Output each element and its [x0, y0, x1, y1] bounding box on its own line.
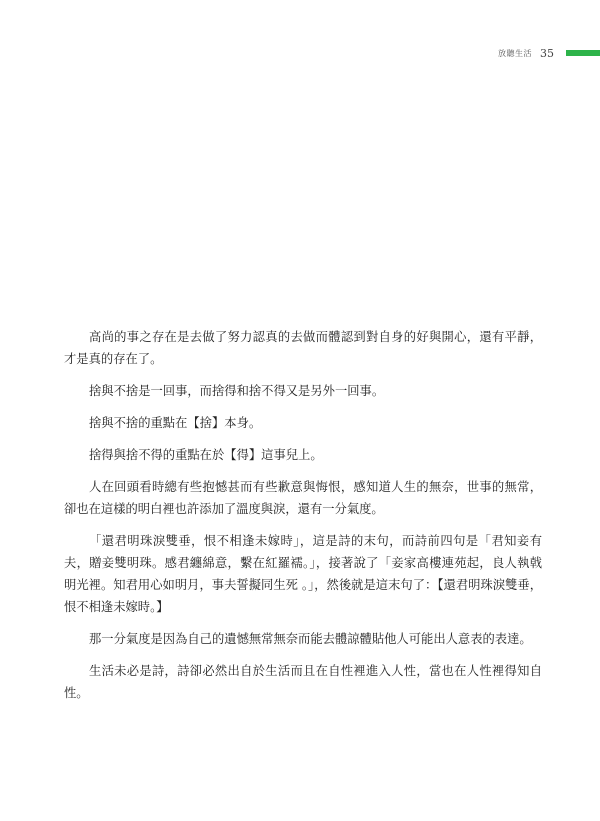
- page-header: [498, 46, 600, 60]
- paragraph: 高尚的事之存在是去做了努力認真的去做而體認到對自身的好與開心，還有平靜，才是真的存在了。: [64, 330, 542, 366]
- paragraph: 捨與不捨的重點在【捨】本身。: [89, 416, 262, 430]
- paragraph: 捨與不捨是一回事，而捨得和捨不得又是另外一回事。: [89, 384, 385, 398]
- paragraph: 那一分氣度是因為自己的遺憾無常無奈而能去體諒體貼他人可能出人意表的表達。: [89, 632, 532, 646]
- paragraph: 人在回頭看時總有些抱憾甚而有些歉意與悔恨，感知道人生的無奈，世事的無常，卻也在這樣的明白裡也許添加了溫度與淚，還有一分氣度。: [64, 480, 542, 516]
- paragraph: 「還君明珠淚雙垂，恨不相逢未嫁時」，這是詩的末句，而詩前四句是「君知妾有夫，贈妾雙明珠。感君纏綿意，繫在紅羅襦。」，接著說了「妾家高樓連苑起，良人執戟明光裡。知君用心如明月，事夫誓擬同生死 。」，然後就是這末句了：【還君明珠淚雙垂，恨不相逢未嫁時。】: [64, 534, 542, 614]
- paragraph: 捨得與捨不得的重點在於【得】這事兒上。: [89, 448, 323, 462]
- body-text: [64, 326, 542, 714]
- running-header-title: 放聽生活: [498, 48, 532, 58]
- paragraph: 生活未必是詩，詩卻必然出自於生活而且在自性裡進入人性，當也在人性裡得知自性。: [64, 664, 542, 700]
- page-number: 35: [540, 46, 554, 60]
- accent-bar: [566, 50, 600, 56]
